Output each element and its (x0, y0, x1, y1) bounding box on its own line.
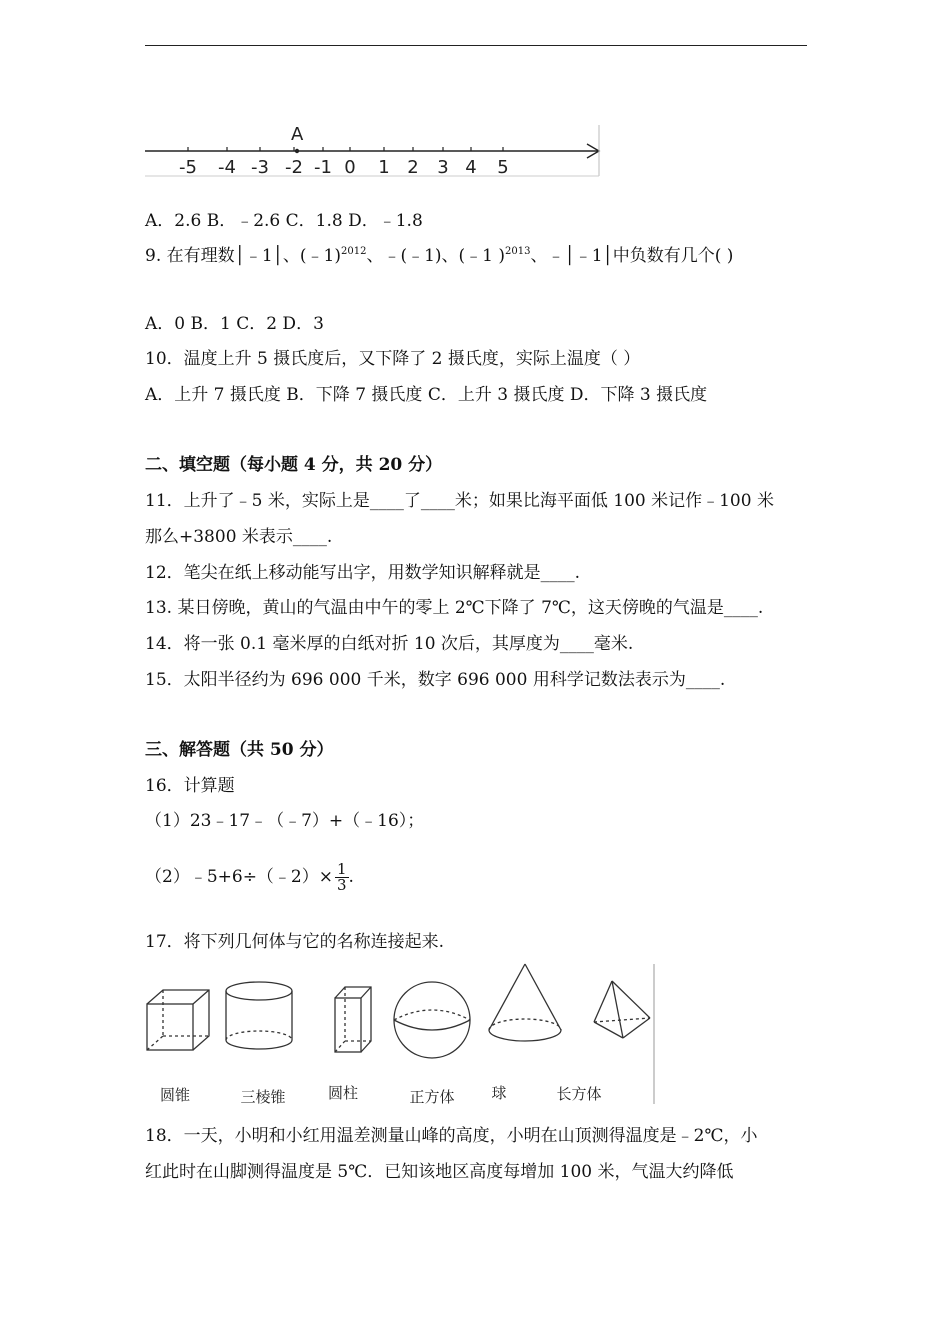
number-line-tick-label: 4 (465, 157, 477, 178)
triangular-pyramid-shape (594, 981, 650, 1038)
shape-name-label: 圆柱 (327, 1084, 359, 1102)
q17: 17．将下列几何体与它的名称连接起来. (145, 932, 445, 952)
q10-options: A．上升 7 摄氏度 B．下降 7 摄氏度 C．上升 3 摄氏度 D．下降 3 摄氏度 (145, 385, 708, 405)
shape-name-label: 三棱锥 (240, 1088, 286, 1106)
q14: 14．将一张 0.1 毫米厚的白纸对折 10 次后，其厚度为____毫米. (145, 634, 634, 654)
cube-shape (147, 990, 209, 1050)
number-line-tick-label: 1 (378, 157, 390, 178)
shape-name-label: 球 (491, 1084, 507, 1102)
q13: 13. 某日傍晚，黄山的气温由中午的零上 2℃下降了 7℃，这天傍晚的气温是____. (145, 598, 764, 618)
header-rule (145, 45, 807, 46)
cuboid-shape (335, 987, 371, 1052)
fraction-one-third: $\frac{1}{3}$ (337, 860, 347, 894)
cylinder-shape (226, 982, 292, 1049)
number-line-tick-label: -2 (285, 157, 303, 178)
number-line-tick-label: -1 (314, 157, 332, 178)
number-line-tick-label: -4 (218, 157, 236, 178)
number-line-figure (143, 120, 603, 180)
point-a-label: A (291, 124, 304, 145)
q16-part1: （1）23﹣17﹣（﹣7）+（﹣16）； (145, 811, 425, 831)
q9-question: 9. 在有理数│﹣1│、(﹣1)$^{2012}$、﹣(﹣1)、(﹣1 )$^{2013}$、﹣│﹣1│中负数有几个( ) (145, 246, 734, 266)
q18-line2: 红此时在山脚测得温度是 5℃．已知该地区高度每增加 100 米，气温大约降低 (145, 1162, 734, 1182)
cone-shape (489, 964, 561, 1041)
q8-options: A．2.6 B．﹣2.6 C．1.8 D．﹣1.8 (145, 211, 423, 231)
sphere-shape (394, 982, 470, 1058)
point-a-dot (295, 149, 299, 153)
number-line-tick-label: 0 (344, 157, 356, 178)
section2-title: 二、填空题（每小题 4 分，共 20 分） (145, 455, 443, 475)
number-line-tick-label: -5 (179, 157, 197, 178)
shape-name-label: 长方体 (556, 1085, 602, 1103)
q18-line1: 18．一天，小明和小红用温差测量山峰的高度，小明在山顶测得温度是﹣2℃，小 (145, 1126, 758, 1146)
q11-line2: 那么+3800 米表示____. (145, 527, 333, 547)
geometry-shapes-figure (143, 960, 658, 1108)
q9-options: A．0 B．1 C．2 D．3 (145, 314, 324, 334)
number-line-tick-label: -3 (251, 157, 269, 178)
q16-part2: （2）﹣5+6÷（﹣2）× $\frac{1}{3}$ . (145, 860, 354, 894)
q16-title: 16．计算题 (145, 776, 235, 796)
number-line-tick-label: 2 (407, 157, 419, 178)
shape-name-label: 正方体 (409, 1088, 455, 1106)
q12: 12．笔尖在纸上移动能写出字，用数学知识解释就是____. (145, 563, 581, 583)
number-line-tick-label: 5 (497, 157, 509, 178)
section3-title: 三、解答题（共 50 分） (145, 740, 334, 760)
shape-name-label: 圆锥 (159, 1086, 191, 1104)
q15: 15．太阳半径约为 696 000 千米，数字 696 000 用科学记数法表示为____. (145, 670, 726, 690)
q10-question: 10．温度上升 5 摄氏度后，又下降了 2 摄氏度，实际上温度（ ） (145, 349, 641, 369)
q11-line1: 11．上升了﹣5 米，实际上是____了____米；如果比海平面低 100 米记作﹣100 米 (145, 491, 774, 511)
number-line-tick-label: 3 (437, 157, 449, 178)
